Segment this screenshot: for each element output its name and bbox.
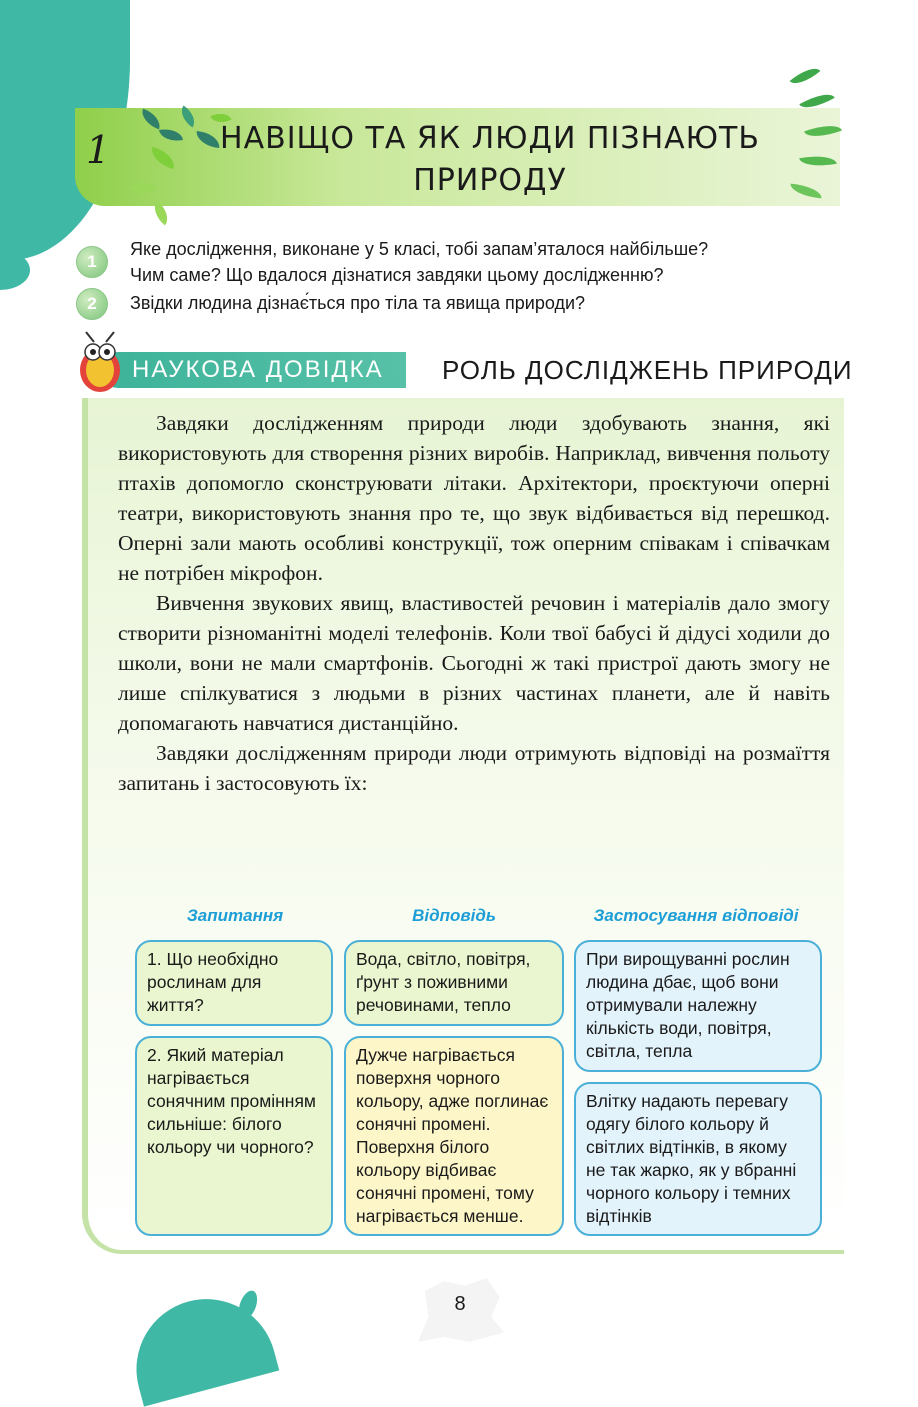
- question-badge: 1: [76, 246, 108, 278]
- question-line: Чим саме? Що вдалося дізнатися завдяки цьому дослідженню?: [130, 265, 664, 285]
- table-header-answer: Відповідь: [412, 906, 496, 925]
- question-line: Звідки людина дізнає́ться про тіла та явища природи?: [130, 293, 586, 313]
- chapter-title-line: ПРИРОДУ: [413, 163, 567, 198]
- table-header-application: Застосування відповіді: [593, 906, 799, 925]
- question-item: [130, 290, 850, 316]
- reference-title: РОЛЬ ДОСЛІДЖЕНЬ ПРИРОДИ: [442, 355, 853, 385]
- decorative-blob: [235, 1288, 260, 1322]
- table-cell-application: При вирощуванні рослин людина дбає, щоб вони отримували належну кількість води, повітря, світла, тепла: [574, 940, 822, 1072]
- bug-mascot-icon: [74, 330, 126, 394]
- table-cell-application: Влітку надають перевагу одягу білого кольору й світлих відтінків, в якому не так жарко, як у вбранні чорного кольору і темних відтінків: [574, 1082, 822, 1236]
- chapter-number: 1: [86, 128, 111, 172]
- paragraph: Завдяки дослідженням природи люди отримують відповіді на розмаїття запитань і застосовують їх:: [118, 741, 830, 795]
- table-cell-question: 1. Що необхідно рослинам для життя?: [135, 940, 333, 1026]
- chapter-title: [220, 118, 760, 202]
- paragraph: Вивчення звукових явищ, властивостей речовин і матеріалів дало змогу створити різноманітні моделі телефонів. Коли твої бабусі й дідусі ходили до школи, вони не мали смартфонів. Сьогодні ж такі пристрої дають змогу не лише спілкуватися з людьми в різних частинах планети, але й навіть допомагають навчатися дистанційно.: [118, 591, 830, 735]
- paragraph: Завдяки дослідженням природи люди здобувають знання, які використовують для створення різних виробів. Наприклад, вивчення польоту птахів допомогло сконструювати літаки. Архітектори, проєктуючи оперні театри, використовують знання про те, що звук відбивається від перешкод. Оперні зали мають особливі конструкції, тож оперним співакам і співачкам не потрібен мікрофон.: [118, 411, 830, 585]
- table-cell-question: 2. Який матеріал нагрівається сонячним промінням сильніше: білого кольору чи чорного?: [135, 1036, 333, 1236]
- table-header-question: Запитання: [186, 906, 284, 925]
- table-cell-answer: Дужче нагрівається поверхня чорного кольору, адже поглинає сонячні промені. Поверхня білого кольору відбиває сонячні промені, тому нагрівається менше.: [344, 1036, 564, 1236]
- body-text: [118, 408, 830, 798]
- table-cell-answer: Вода, світло, повітря, ґрунт з поживними речовинами, тепло: [344, 940, 564, 1026]
- page-number: 8: [454, 1293, 466, 1315]
- question-badge: 2: [76, 288, 108, 320]
- question-item: [130, 236, 850, 288]
- reference-label: НАУКОВА ДОВІДКА: [132, 356, 384, 383]
- chapter-title-line: НАВІЩО ТА ЯК ЛЮДИ ПІЗНАЮТЬ: [220, 121, 760, 156]
- question-line: Яке дослідження, виконане у 5 класі, тобі запам’яталося найбільше?: [130, 239, 709, 259]
